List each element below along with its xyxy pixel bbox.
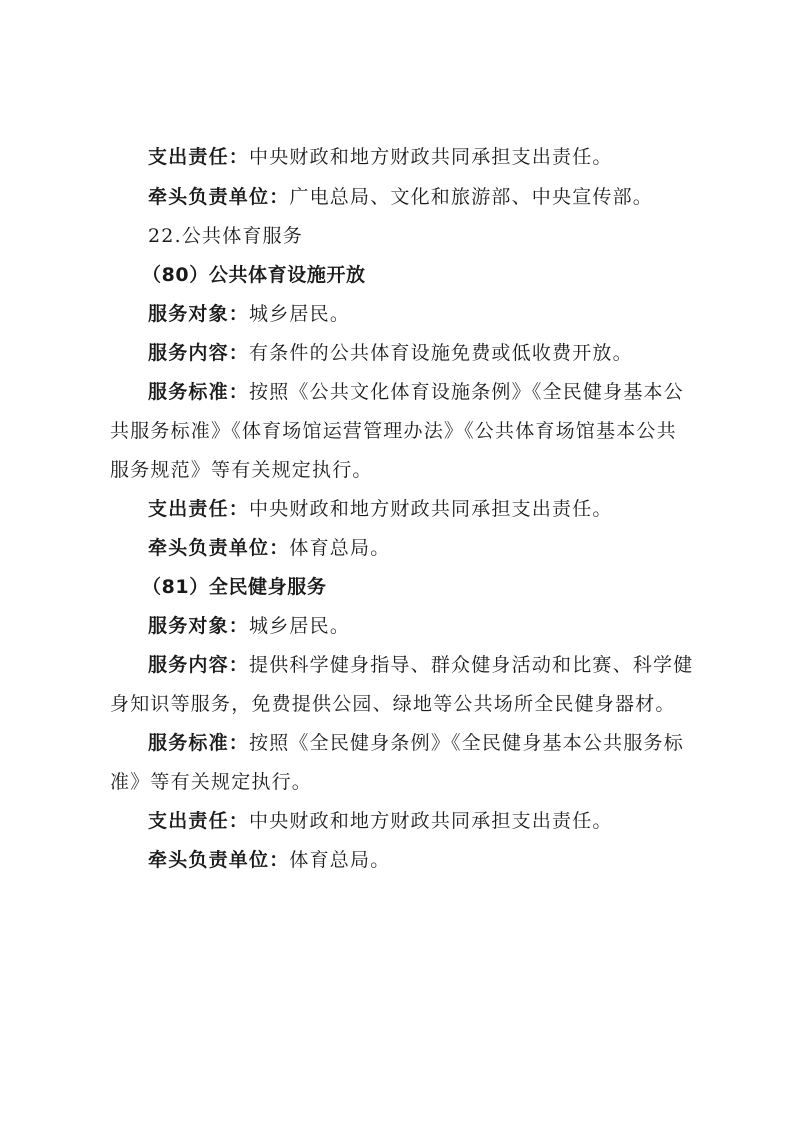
paragraph-lead-unit <box>148 536 728 560</box>
field-label: 牵头负责单位： <box>148 849 290 871</box>
field-value: 按照《公共文化体育设施条例》《全民健身基本公 <box>249 381 684 403</box>
paragraph-continuation: 准》等有关规定执行。 <box>110 771 313 793</box>
paragraph-service-standard <box>148 731 728 755</box>
paragraph-service-content <box>148 341 728 365</box>
field-label: 牵头负责单位： <box>148 537 290 559</box>
subsection-heading-80: （80）公共体育设施开放 <box>142 264 366 286</box>
field-label: 牵头负责单位： <box>148 186 290 208</box>
field-label: 支出责任： <box>148 146 250 168</box>
field-value: 有条件的公共体育设施免费或低收费开放。 <box>249 342 633 364</box>
field-value: 体育总局。 <box>289 849 391 871</box>
field-label: 服务对象： <box>148 303 250 325</box>
field-value: 中央财政和地方财政共同承担支出责任。 <box>249 810 613 832</box>
paragraph-service-target <box>148 614 728 638</box>
section-heading-22: 22.公共体育服务 <box>148 225 304 247</box>
field-label: 支出责任： <box>148 498 250 520</box>
field-label: 服务标准： <box>148 381 250 403</box>
paragraph-lead-unit <box>148 185 728 209</box>
field-label: 支出责任： <box>148 810 250 832</box>
field-label: 服务内容： <box>148 654 250 676</box>
field-value: 中央财政和地方财政共同承担支出责任。 <box>249 498 613 520</box>
subsection-heading-81: （81）全民健身服务 <box>142 576 327 598</box>
field-value: 中央财政和地方财政共同承担支出责任。 <box>249 146 613 168</box>
field-value: 按照《全民健身条例》《全民健身基本公共服务标 <box>249 732 684 754</box>
paragraph-service-content <box>148 653 728 677</box>
paragraph-expenditure-responsibility <box>148 145 728 169</box>
paragraph-lead-unit <box>148 848 728 872</box>
field-value: 城乡居民。 <box>249 615 351 637</box>
field-value: 广电总局、文化和旅游部、中央宣传部。 <box>289 186 654 208</box>
field-label: 服务标准： <box>148 732 250 754</box>
paragraph-expenditure-responsibility <box>148 809 728 833</box>
paragraph-expenditure-responsibility <box>148 497 728 521</box>
field-label: 服务对象： <box>148 615 250 637</box>
paragraph-continuation: 服务规范》等有关规定执行。 <box>110 459 373 481</box>
paragraph-service-standard <box>148 380 728 404</box>
field-label: 服务内容： <box>148 342 250 364</box>
field-value: 体育总局。 <box>289 537 391 559</box>
paragraph-service-target <box>148 302 728 326</box>
paragraph-continuation: 共服务标准》《体育场馆运营管理办法》《公共体育场馆基本公共 <box>110 420 677 442</box>
field-value: 城乡居民。 <box>249 303 351 325</box>
field-value: 提供科学健身指导、群众健身活动和比赛、科学健 <box>249 654 694 676</box>
paragraph-continuation: 身知识等服务，免费提供公园、绿地等公共场所全民健身器材。 <box>110 693 676 715</box>
